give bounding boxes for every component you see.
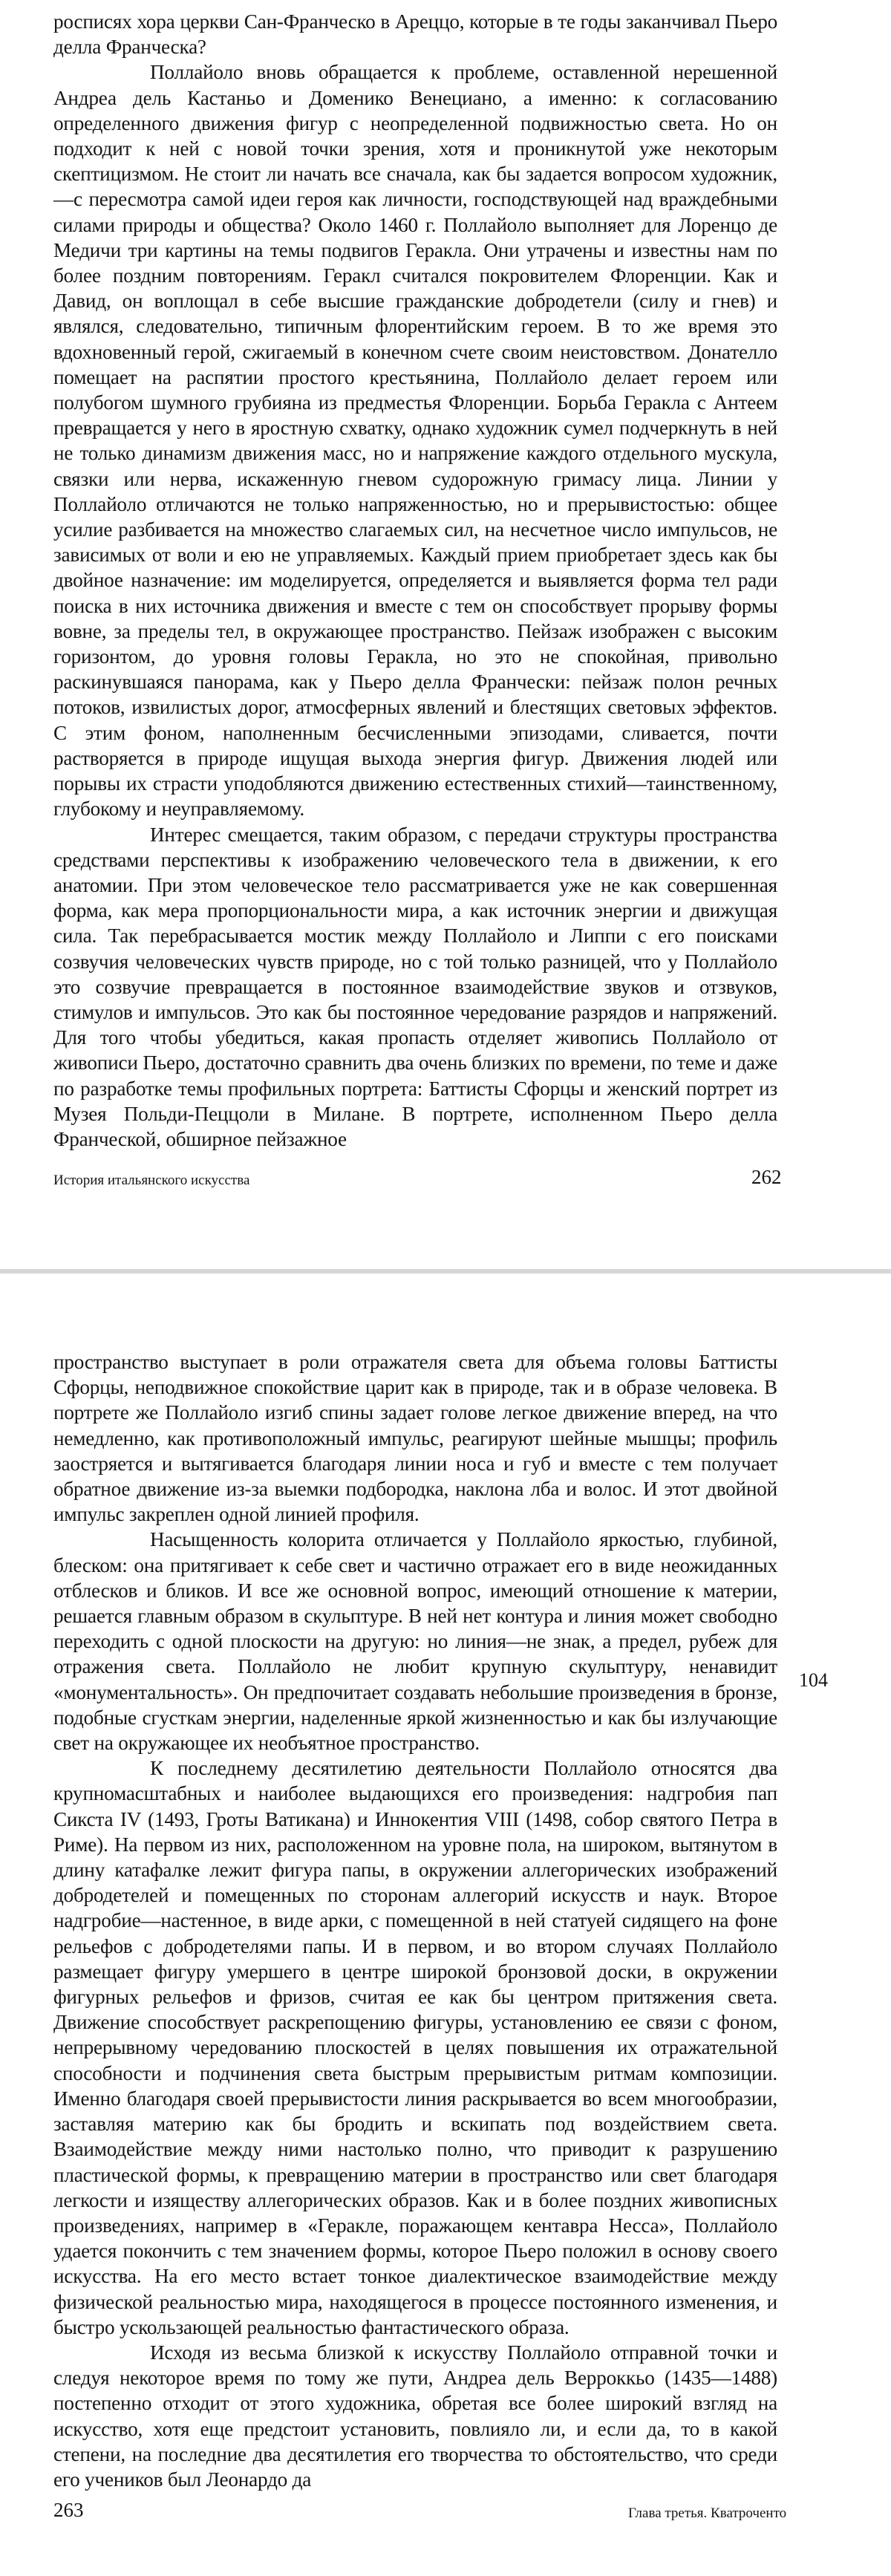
paragraph: пространство выступает в роли отражателя света для объема головы Баттисты Сфорцы, неподвижное спокойствие царит как в природе, так и в образе человека. В портрете же Поллайоло изгиб спины задает голове легкое движение вперед, на что немедленно, как противоположный импульс, реагируют шейные мышцы; профиль заостряется и вытягивается благодаря линии носа и губ и вместе с тем получает обратное движение из-за выемки подбородка, наклона лба и волос. И этот двойной импульс закреплен одной линией профиля. bbox=[53, 1351, 777, 1526]
page-number: 262 bbox=[751, 1166, 782, 1188]
book-page-262 bbox=[0, 0, 891, 1274]
paragraph: Интерес смещается, таким образом, с передачи структуры пространства средствами перспективы к изображению человеческого тела в движении, к его анатомии. При этом человеческое тело рассматривается уже не как совершенная форма, как мера пропорциональности мира, а как источник энергии и движущая сила. Так перебрасывается мостик между Поллайоло и Липпи с его поисками созвучия человеческих чувств природе, но с той только разницей, что у Поллайоло это созвучие превращается в постоянное взаимодействие звуков и отзвуков, стимулов и импульсов. Это как бы постоянное чередование разрядов и напряжений. Для того чтобы убедиться, какая пропасть отделяет живопись Поллайоло от живописи Пьеро, достаточно сравнить два очень близких по времени, по теме и даже по разработке темы профильных портрета: Баттисты Сфорцы и женский портрет из Музея Польди-Пеццоли в Милане. В портрете, исполненном Пьеро делла Франческой, обширное пейзажное bbox=[53, 823, 777, 1150]
paragraph: Исходя из весьма близкой к искусству Поллайоло отправной точки и следуя некоторое время по тому же пути, Андреа дель Верроккьо (1435—1488) постепенно отходит от этого художника, обретая все более широкий взгляд на искусство, хотя еще предстоит установить, повлияло ли, и если да, то в какой степени, на последние два десятилетия его творчества то обстоятельство, что среди его учеников был Леонардо да bbox=[53, 2341, 777, 2491]
page-number: 263 bbox=[53, 2499, 84, 2521]
paragraph: Поллайоло вновь обращается к проблеме, оставленной нерешенной Андреа дель Кастаньо и Доменико Венециано, а именно: к согласованию определенного движения фигур с неопределенной подвижностью света. Но он подходит к ней с новой точки зрения, хотя и проникнутой уже некоторым скептицизмом. Не стоит ли начать все сначала, как бы задается вопросом художник,—с пересмотра самой идеи героя как личности, господствующей над враждебными силами природы и общества? Около 1460 г. Поллайоло выполняет для Лоренцо де Медичи три картины на темы подвигов Геракла. Они утрачены и известны нам по более поздним повторениям. Геракл считался покровителем Флоренции. Как и Давид, он воплощал в себе высшие гражданские добродетели (силу и гнев) и являлся, следовательно, типичным флорентийским героем. В то же время это вдохновенный герой, сжигаемый в конечном счете своим неистовством. Донателло помещает на распятии простого крестьянина, Поллайоло делает героем или полубогом шумного грубияна из предместья Флоренции. Борьба Геракла с Антеем превращается у него в яростную схватку, однако художник сумел подчеркнуть в ней не только динамизм движения масс, но и напряжение каждого отдельного мускула, связки или нерва, искаженную гневом судорожную гримасу лица. Линии у Поллайоло отличаются не только напряженностью, но и прерывистостью: общее усилие разбивается на множество слагаемых сил, на несчетное число импульсов, не зависимых от воли и ею не управляемых. Каждый прием приобретает здесь как бы двойное назначение: им моделируется, определяется и выявляется форма тел ради поиска в них источника движения и вместе с тем он способствует прорыву формы вовне, за пределы тел, в окружающее пространство. Пейзаж изображен с высоким горизонтом, до уровня головы Геракла, но это не спокойная, привольно раскинувшаяся панорама, как у Пьеро делла Франчески: пейзаж полон речных потоков, извилистых дорог, атмосферных явлений и блестящих световых эффектов. С этим фоном, наполненным бесчисленными эпизодами, сливается, почти растворяется в природе ищущая выхода энергия фигур. Движения людей или порывы их страсти уподобляются движению естественных стихий—таинственному, глубокому и неуправляемому. bbox=[53, 61, 777, 821]
paragraph: росписях хора церкви Сан-Франческо в Ареццо, которые в те годы заканчивал Пьеро делла Франческа? bbox=[53, 10, 777, 59]
page-263-text bbox=[53, 1349, 777, 2492]
running-footer-title: История итальянского искусства bbox=[53, 1173, 250, 1188]
paragraph: К последнему десятилетию деятельности Поллайоло относятся два крупномасштабных и наиболее выдающихся его произведения: надгробия пап Сикста IV (1493, Гроты Ватикана) и Иннокентия VIII (1498, собор святого Петра в Риме). На первом из них, расположенном на уровне пола, на широком, вытянутом в длину катафалке лежит фигура папы, в окружении аллегорических изображений добродетелей и помещенных по сторонам аллегорий искусств и наук. Второе надгробие—настенное, в виде арки, с помещенной в ней статуей сидящего на фоне рельефов с добродетелями папы. И в первом, и во втором случаях Поллайоло размещает фигуру умершего в центре широкой бронзовой доски, в окружении фигурных рельефов и фризов, считая ее как бы центром притяжения света. Движение способствует раскрепощению фигуры, установлению ее связи с фоном, непрерывному чередованию плоскостей в целях повышения их отражательной способности и подчинения света быстрым прерывистым ритмам композиции. Именно благодаря своей прерывистости линия раскрывается во всем многообразии, заставляя материю как бы бродить и вскипать под воздействием света. Взаимодействие между ними настолько полно, что приводит к разрушению пластической формы, к превращению материи в пространство или свет благодаря легкости и изяществу аллегорических образов. Как и в более поздних живописных произведениях, например в «Геракле, поражающем кентавра Несса», Поллайоло удается покончить с тем значением формы, которое Пьеро положил в основу своего искусства. На его место встает тонкое диалектическое взаимодействие между физической реальностью мира, находящегося в процессе постоянного изменения, и быстро ускользающей реальностью фантастического образа. bbox=[53, 1757, 777, 2338]
illustration-reference-number: 104 bbox=[799, 1669, 828, 1691]
page-262-text bbox=[53, 9, 777, 1152]
paragraph: Насыщенность колорита отличается у Поллайоло яркостью, глубиной, блеском: она притягивает к себе свет и частично отражает его в виде неожиданных отблесков и бликов. И все же основной вопрос, имеющий отношение к материи, решается главным образом в скульптуре. В ней нет контура и линия может свободно переходить с одной плоскости на другую: но линия—не знак, а предел, рубеж для отражения света. Поллайоло не любит крупную скульптуру, ненавидит «монументальность». Он предпочитает создавать небольшие произведения в бронзе, подобные сгусткам энергии, наделенные яркой жизненностью и как бы излучающие свет на окружающее их необъятное пространство. bbox=[53, 1528, 777, 1755]
book-page-263 bbox=[0, 1274, 891, 2576]
running-footer-title: Глава третья. Кватроченто bbox=[628, 2505, 787, 2521]
